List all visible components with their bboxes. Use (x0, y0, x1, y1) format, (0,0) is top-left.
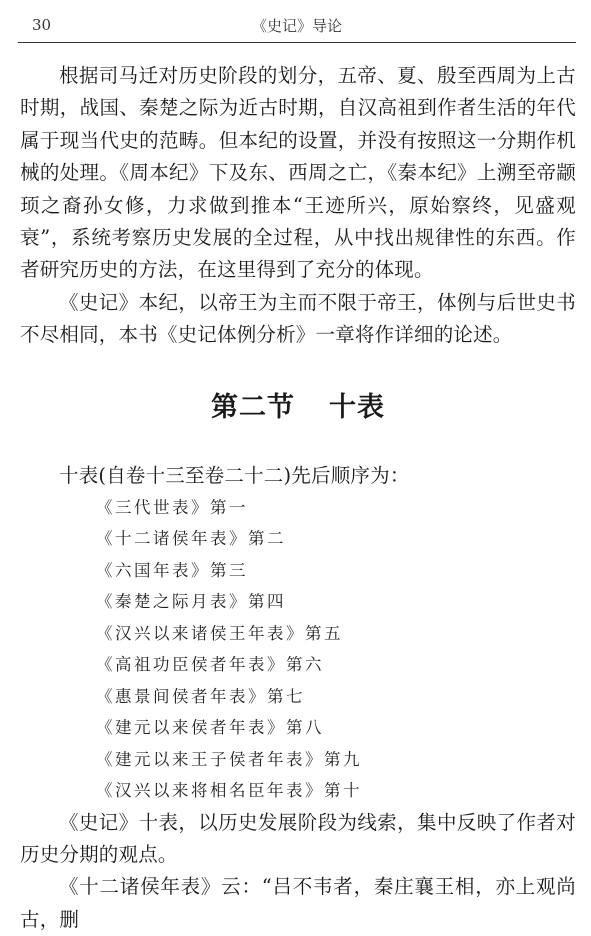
list-item: 《汉兴以来诸侯王年表》第五 (96, 623, 343, 643)
paragraph: 《史记》十表，以历史发展阶段为线索，集中反映了作者对历史分期的观点。 (20, 810, 576, 867)
list-item: 《建元以来王子侯者年表》第九 (96, 749, 362, 769)
section-title-text: 十表 (329, 391, 385, 423)
page-header (18, 12, 576, 43)
page-number: 30 (32, 16, 52, 34)
list-item: 《汉兴以来将相名臣年表》第十 (96, 781, 362, 801)
list-item: 《高祖功臣侯者年表》第六 (96, 655, 324, 675)
list-item: 《惠景间侯者年表》第七 (96, 686, 305, 706)
section-heading (20, 390, 576, 426)
paragraph: 《十二诸侯年表》云：“吕不韦者，秦庄襄王相，亦上观尚古，删 (20, 875, 576, 931)
list-intro: 十表(自卷十三至卷二十二)先后顺序为： (59, 463, 410, 487)
body-text (20, 60, 576, 936)
list-item: 《三代世表》第一 (96, 497, 248, 517)
section-number: 第二节 (211, 391, 295, 423)
paragraph: 根据司马迁对历史阶段的划分，五帝、夏、殷至西周为上古时期，战国、秦楚之际为近古时期，自汉高祖到作者生活的年代属于现当代史的范畴。但本纪的设置，并没有按照这一分期作机械的处理。《周本纪》下及东、西周之亡，《秦本纪》上溯至帝颛顼之裔孙女修，力求做到推本“王迹所兴，原始察终，见盛观衰”，系统考察历史发展的全过程，从中找出规律性的东西。作者研究历史的方法，在这里得到了充分的体现。 (20, 64, 576, 282)
list-item: 《建元以来侯者年表》第八 (96, 718, 324, 738)
list-item: 《秦楚之际月表》第四 (96, 592, 286, 612)
list-item: 《六国年表》第三 (96, 560, 248, 580)
list-item: 《十二诸侯年表》第二 (96, 529, 286, 549)
running-title: 《史记》导论 (251, 17, 342, 35)
paragraph: 《史记》本纪，以帝王为主而不限于帝王，体例与后世史书不尽相同，本书《史记体例分析》一章将作详细的论述。 (20, 290, 576, 347)
tables-list (20, 492, 576, 807)
